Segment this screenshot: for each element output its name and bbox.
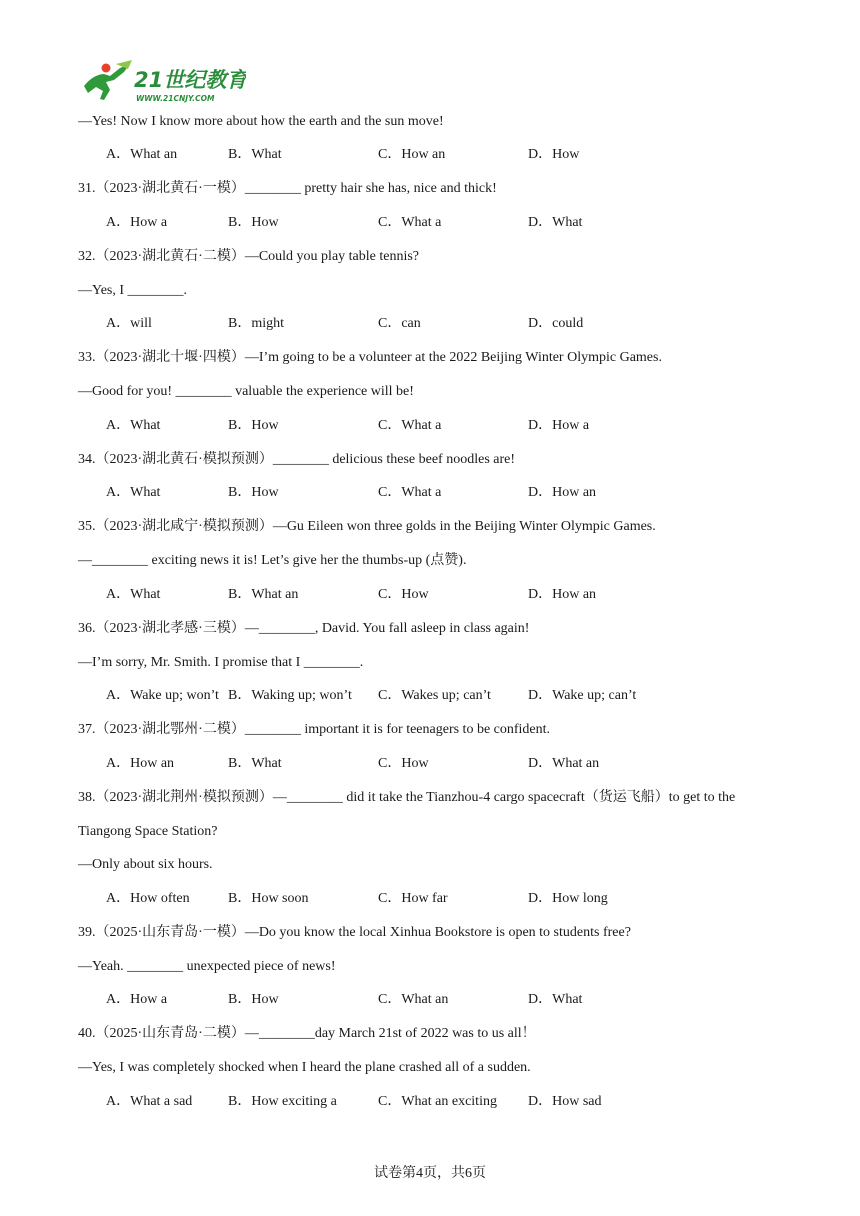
option-d[interactable]: D．How an (528, 485, 597, 500)
option-c[interactable]: C．Wakes up; can’t (378, 688, 491, 703)
option-d[interactable]: D．How (528, 147, 580, 162)
option-c[interactable]: C．What an (378, 992, 449, 1007)
question-stem: —Yes! Now I know more about how the earth and the sun move! (78, 114, 444, 129)
options-row (106, 687, 826, 705)
option-a[interactable]: A．What (106, 418, 161, 433)
option-a[interactable]: A．What (106, 587, 161, 602)
runner-logo-icon (76, 60, 246, 106)
option-b[interactable]: B．What (228, 756, 282, 771)
question-stem: 34.（2023·湖北黄石·模拟预测）________ delicious these beef noodles are! (78, 452, 516, 467)
options-row (106, 890, 826, 908)
option-c[interactable]: C．How (378, 587, 429, 602)
options-row (106, 755, 826, 773)
question-stem: 32.（2023·湖北黄石·二模）—Could you play table tennis? (78, 249, 420, 264)
question-line: —I’m sorry, Mr. Smith. I promise that I ________. (78, 655, 364, 670)
svg-text:21世纪教育: 21世纪教育 (134, 68, 246, 92)
option-c[interactable]: C．How (378, 756, 429, 771)
option-d[interactable]: D．How sad (528, 1094, 602, 1109)
option-a[interactable]: A．Wake up; won’t (106, 688, 219, 703)
option-a[interactable]: A．What (106, 485, 161, 500)
options-row (106, 146, 826, 164)
question-stem: 31.（2023·湖北黄石·一模）________ pretty hair she has, nice and thick! (78, 181, 497, 196)
question-stem: 37.（2023·湖北鄂州·二模）________ important it is for teenagers to be confident. (78, 722, 551, 737)
option-a[interactable]: A．What an (106, 147, 178, 162)
options-row (106, 991, 826, 1009)
option-c[interactable]: C．What a (378, 215, 442, 230)
options-row (106, 484, 826, 502)
option-a[interactable]: A．How a (106, 992, 168, 1007)
option-c[interactable]: C．can (378, 316, 421, 331)
option-a[interactable]: A．What a sad (106, 1094, 193, 1109)
option-d[interactable]: D．could (528, 316, 584, 331)
question-stem: 36.（2023·湖北孝感·三模）—________, David. You fall asleep in class again! (78, 621, 530, 636)
question-stem: 38.（2023·湖北荆州·模拟预测）—________ did it take the Tianzhou-4 cargo spacecraft（货运飞船）to get to the (78, 790, 736, 805)
option-d[interactable]: D．What (528, 215, 583, 230)
option-b[interactable]: B．How (228, 418, 279, 433)
question-line: —Good for you! ________ valuable the experience will be! (78, 384, 414, 399)
option-c[interactable]: C．What a (378, 418, 442, 433)
option-d[interactable]: D．What an (528, 756, 600, 771)
option-b[interactable]: B．How (228, 992, 279, 1007)
logo (76, 60, 246, 106)
option-a[interactable]: A．How often (106, 891, 190, 906)
option-d[interactable]: D．How long (528, 891, 608, 906)
option-d[interactable]: D．How an (528, 587, 597, 602)
question-line: Tiangong Space Station? (78, 824, 218, 839)
option-b[interactable]: B．How soon (228, 891, 309, 906)
question-stem: 33.（2023·湖北十堰·四模）—I’m going to be a volunteer at the 2022 Beijing Winter Olympic Games. (78, 350, 662, 365)
options-row (106, 315, 826, 333)
question-line: —________ exciting news it is! Let’s give her the thumbs-up (点赞). (78, 553, 467, 568)
option-d[interactable]: D．Wake up; can’t (528, 688, 637, 703)
page-footer: 试卷第4页，共6页 (374, 1166, 486, 1181)
option-b[interactable]: B．What an (228, 587, 299, 602)
option-c[interactable]: C．How far (378, 891, 448, 906)
question-line: —Yeah. ________ unexpected piece of news! (78, 959, 336, 974)
option-d[interactable]: D．What (528, 992, 583, 1007)
question-line: —Yes, I was completely shocked when I heard the plane crashed all of a sudden. (78, 1060, 531, 1075)
option-c[interactable]: C．What an exciting (378, 1094, 497, 1109)
options-row (106, 417, 826, 435)
question-stem: 40.（2025·山东青岛·二模）—________day March 21st of 2022 was to us all！ (78, 1026, 536, 1041)
svg-text:WWW.21CNJY.COM: WWW.21CNJY.COM (136, 94, 215, 103)
option-a[interactable]: A．How an (106, 756, 175, 771)
question-stem: 35.（2023·湖北咸宁·模拟预测）—Gu Eileen won three golds in the Beijing Winter Olympic Games. (78, 519, 656, 534)
question-line: —Only about six hours. (78, 857, 213, 872)
option-a[interactable]: A．How a (106, 215, 168, 230)
option-b[interactable]: B．How exciting a (228, 1094, 337, 1109)
option-a[interactable]: A．will (106, 316, 152, 331)
option-b[interactable]: B．How (228, 485, 279, 500)
option-b[interactable]: B．Waking up; won’t (228, 688, 352, 703)
option-b[interactable]: B．What (228, 147, 282, 162)
question-line: —Yes, I ________. (78, 283, 188, 298)
question-stem: 39.（2025·山东青岛·一模）—Do you know the local Xinhua Bookstore is open to students free? (78, 925, 631, 940)
options-row (106, 586, 826, 604)
options-row (106, 1093, 826, 1111)
option-b[interactable]: B．might (228, 316, 285, 331)
option-d[interactable]: D．How a (528, 418, 590, 433)
option-c[interactable]: C．What a (378, 485, 442, 500)
options-row (106, 214, 826, 232)
option-b[interactable]: B．How (228, 215, 279, 230)
option-c[interactable]: C．How an (378, 147, 446, 162)
